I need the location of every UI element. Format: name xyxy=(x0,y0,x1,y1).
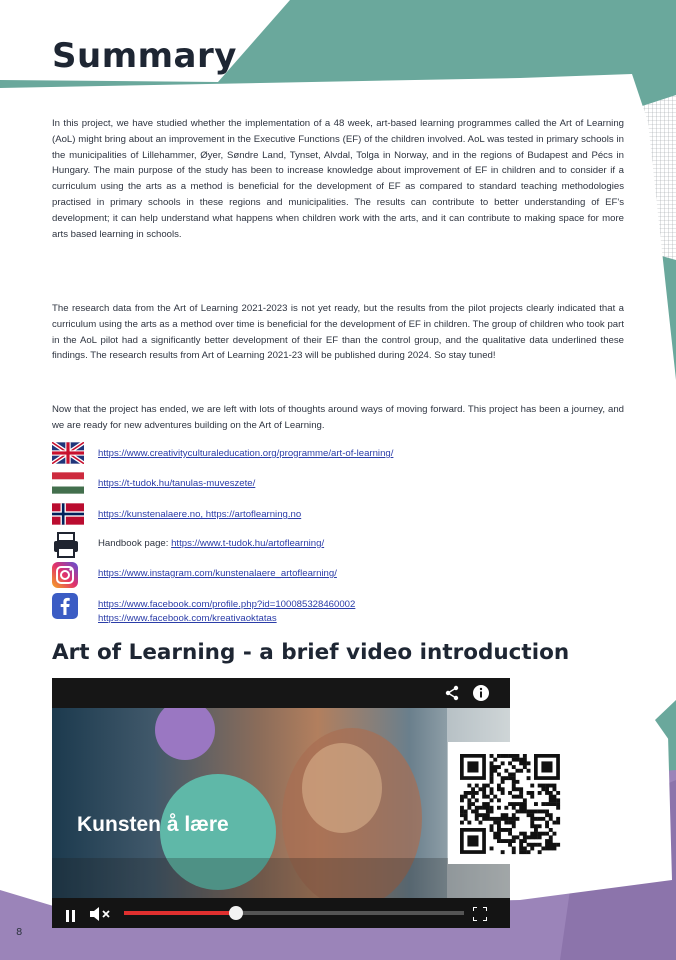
page-title: Summary xyxy=(52,36,237,76)
facebook-icon xyxy=(52,593,84,617)
link-uk[interactable]: https://www.creativityculturaleducation.org/programme/art-of-learning/ xyxy=(98,448,394,459)
instagram-icon xyxy=(52,562,84,586)
summary-paragraph-3: Now that the project has ended, we are left with lots of thoughts around ways of moving forward. This project has been a journey, and we are ready for new adventures building on the Art of Learning. xyxy=(52,404,624,431)
qr-code xyxy=(448,742,572,864)
hungary-flag-icon xyxy=(52,472,84,496)
video-control-bar xyxy=(52,898,510,928)
video-progress-knob[interactable] xyxy=(229,906,243,920)
link-facebook-1[interactable]: https://www.facebook.com/profile.php?id=100085328460002 xyxy=(98,599,356,610)
link-hungary[interactable]: https://t-tudok.hu/tanulas-muveszete/ xyxy=(98,478,256,489)
norway-flag-icon xyxy=(52,503,84,527)
mute-icon[interactable] xyxy=(90,906,112,925)
link-row-hungary xyxy=(52,472,612,496)
link-handbook[interactable]: https://www.t-tudok.hu/artoflearning/ xyxy=(171,538,325,549)
fullscreen-icon[interactable] xyxy=(473,906,487,925)
link-facebook-2[interactable]: https://www.facebook.com/kreativaoktatas xyxy=(98,613,277,624)
summary-paragraph-1: In this project, we have studied whether the implementation of a 48 week, art-based learning programmes called the Art of Learning (AoL) might bring about an improvement in the Executive Functions (EF) of the children involved. AoL was tested in primary schools in the municipalities of Lillehammer, Øyer, Søndre Land, Tynset, Alvdal, Tolga in Norway, and in the regions of Budapest and Pécs in Hungary. The main purpose of the study has been to increase knowledge about improvement of EF in children and to consider if a curriculum using the arts as a method is beneficial for the development of EF as compared to standard teaching methodologies practised in primary schools in these regions and municipalities. The results can contribute to better understanding of EF's development; it can help understand what happens when children work with the arts, and it can contribute to making space for more arts based learning in schools. xyxy=(52,118,624,240)
video-section-title: Art of Learning - a brief video introduction xyxy=(52,640,570,665)
link-row-instagram xyxy=(52,562,612,586)
link-instagram[interactable]: https://www.instagram.com/kunstenalaere_artoflearning/ xyxy=(98,568,337,579)
uk-flag-icon xyxy=(52,442,84,466)
share-icon[interactable] xyxy=(444,685,460,705)
link-row-norway xyxy=(52,503,612,527)
page-number: 8 xyxy=(16,927,23,938)
pause-icon[interactable] xyxy=(66,907,76,926)
info-icon[interactable] xyxy=(472,684,490,706)
printer-icon xyxy=(52,532,84,556)
link-norway[interactable]: https://kunstenalaere.no, https://artoflearning.no xyxy=(98,509,302,520)
video-progress-track[interactable] xyxy=(124,911,464,915)
video-overlay-title: Kunsten å lære xyxy=(77,813,229,836)
video-progress-fill xyxy=(124,911,236,915)
link-row-handbook xyxy=(52,532,612,556)
handbook-label: Handbook page: xyxy=(98,538,169,549)
video-player[interactable] xyxy=(52,678,510,928)
summary-paragraph-2: The research data from the Art of Learning 2021-2023 is not yet ready, but the results from the pilot projects clearly indicated that a curriculum using the arts as a method over time is beneficial for the development of EF in children. The group of children who took part in the AoL pilot had a significantly better development of their EF than the control group, and the qualitative data underlined these findings. The research results from Art of Learning 2021-23 will be published during 2024. So stay tuned! xyxy=(52,303,624,362)
video-frame xyxy=(52,708,510,898)
video-top-bar xyxy=(52,678,510,708)
link-row-uk xyxy=(52,442,612,466)
link-row-facebook xyxy=(52,593,612,626)
